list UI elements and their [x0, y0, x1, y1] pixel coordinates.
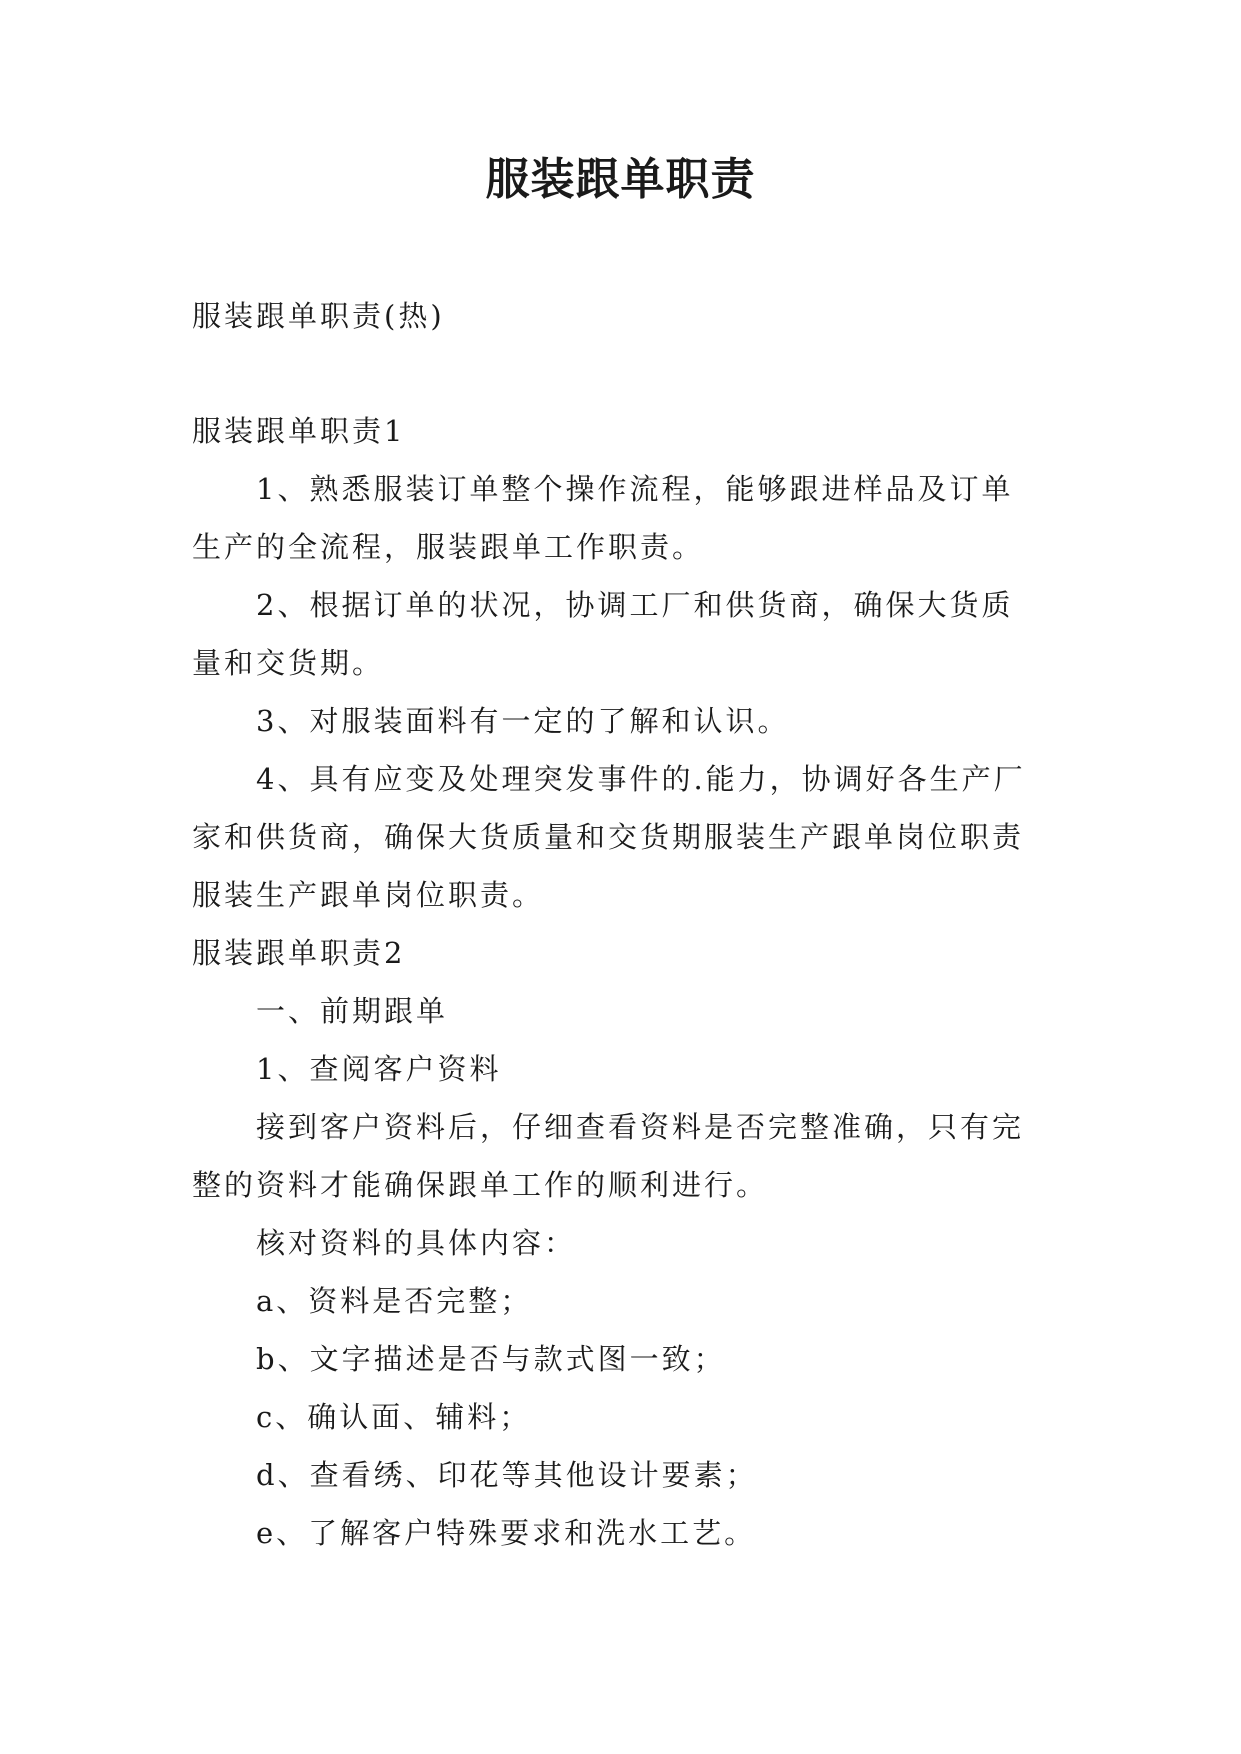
list-item-a: a、资料是否完整； — [256, 1284, 533, 1318]
section1-item4-line3: 服装生产跟单岗位职责。 — [192, 878, 545, 912]
list-item-c: c、确认面、辅料； — [256, 1400, 532, 1434]
section2-para1-line1: 接到客户资料后，仔细查看资料是否完整准确，只有完 — [256, 1110, 1025, 1144]
list-item-e: e、了解客户特殊要求和洗水工艺。 — [256, 1516, 757, 1550]
section2-para1-line2: 整的资料才能确保跟单工作的顺利进行。 — [192, 1168, 769, 1202]
section2-part-heading: 一、前期跟单 — [256, 994, 449, 1028]
list-item-b: b、文字描述是否与款式图一致； — [256, 1342, 726, 1376]
document-subtitle: 服装跟单职责(热) — [192, 299, 445, 333]
section1-item2-line2: 量和交货期。 — [192, 646, 385, 680]
section1-item2-line1: 2、根据订单的状况，协调工厂和供货商，确保大货质 — [256, 588, 1014, 622]
section1-heading: 服装跟单职责1 — [192, 414, 406, 448]
section1-item1-line2: 生产的全流程，服装跟单工作职责。 — [192, 530, 705, 564]
section1-item3-line1: 3、对服装面料有一定的了解和认识。 — [256, 704, 790, 738]
section2-para2-line1: 核对资料的具体内容： — [256, 1226, 577, 1260]
section1-item4-line1: 4、具有应变及处理突发事件的.能力，协调好各生产厂 — [256, 762, 1026, 796]
section1-item1-line1: 1、熟悉服装订单整个操作流程，能够跟进样品及订单 — [256, 472, 1014, 506]
list-item-d: d、查看绣、印花等其他设计要素； — [256, 1458, 758, 1492]
section1-item4-line2: 家和供货商，确保大货质量和交货期服装生产跟单岗位职责 — [192, 820, 1025, 854]
section2-step-heading: 1、查阅客户资料 — [256, 1052, 502, 1086]
section2-heading: 服装跟单职责2 — [192, 936, 406, 970]
document-title: 服装跟单职责 — [485, 154, 756, 205]
